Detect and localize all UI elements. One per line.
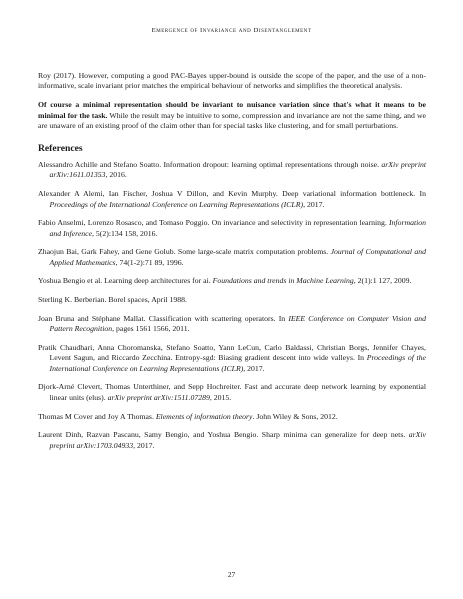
- reference-item: [38, 412, 426, 422]
- reference-details: , 2017.: [243, 363, 265, 373]
- reference-details: , 2017.: [303, 199, 325, 209]
- page-body: [38, 71, 426, 459]
- reference-item: [38, 295, 426, 305]
- reference-item: [38, 276, 426, 286]
- reference-text: Alexander A Alemi, Ian Fischer, Joshua V Dillon, and Kevin Murphy. Deep variational information bottleneck. In: [38, 189, 426, 199]
- reference-text: Joan Bruna and Stéphane Mallat. Classification with scattering operators. In: [38, 313, 289, 323]
- reference-details: , pages 1561 1566, 2011.: [112, 324, 190, 334]
- reference-text: Pratik Chaudhari, Anna Choromanska, Stefano Soatto, Yann LeCun, Carlo Baldassi, Christian Borgs, Jennifer Chayes, Levent Sagun, and Riccardo Zecchina. Entropy-sgd: Biasing gradient descent into wide valleys. In: [38, 342, 426, 363]
- reference-item: [38, 189, 426, 210]
- reference-text: Sterling K. Berberian. Borel spaces, April 1988.: [38, 295, 187, 305]
- reference-item: [38, 314, 426, 335]
- paragraph-pac-bayes: Roy (2017). However, computing a good PAC-Bayes upper-bound is outside the scope of the paper, and the use of a non-informative, scale invariant prior matches the empirical behaviour of networks and simplifies the theoretical analysis.: [38, 71, 426, 91]
- reference-item: [38, 218, 426, 239]
- reference-text: Thomas M Cover and Joy A Thomas.: [38, 411, 156, 421]
- reference-text: Laurent Dinh, Razvan Pascanu, Samy Bengio, and Yoshua Bengio. Sharp minima can generalize for deep nets.: [38, 430, 409, 440]
- bold-claim: Of course a minimal representation should be invariant to nuisance variation since that's what it means to be minimal for the task.: [38, 100, 426, 120]
- reference-item: [38, 247, 426, 268]
- reference-venue: Journal of Computational and Applied Mathematics: [49, 247, 426, 267]
- reference-item: [38, 430, 426, 451]
- reference-venue: arXiv preprint arXiv:1511.07289: [107, 392, 210, 402]
- reference-venue: Elements of information theory: [155, 411, 253, 421]
- paragraph-minimal-representation: [38, 100, 426, 131]
- reference-text: Zhaojun Bai, Gark Fahey, and Gene Golub. Some large-scale matrix computation problems.: [38, 247, 331, 257]
- reference-venue: Proceedings of the International Conference on Learning Representations (ICLR): [49, 353, 426, 373]
- running-head: Emergence of Invariance and Disentanglement: [151, 27, 312, 34]
- reference-venue: arXiv preprint arXiv:1611.01353: [49, 160, 426, 180]
- reference-item: [38, 343, 426, 374]
- reference-venue: arXiv preprint arXiv:1703.04933: [49, 430, 426, 450]
- reference-text: Fabio Anselmi, Lorenzo Rosasco, and Tomaso Poggio. On invariance and selectivity in representation learning.: [38, 218, 389, 228]
- reference-details: , 2015.: [209, 392, 232, 402]
- reference-details: . John Wiley & Sons, 2012.: [252, 411, 338, 421]
- reference-venue: IEEE Conference on Computer Vision and Pattern Recognition: [49, 313, 426, 334]
- reference-text: Alessandro Achille and Stefano Soatto. Information dropout: learning optimal representations through noise.: [38, 160, 382, 170]
- reference-item: [38, 382, 426, 403]
- reference-details: , 5(2):134 158, 2016.: [92, 228, 158, 238]
- references-heading: References: [38, 142, 83, 154]
- reference-text: Yoshua Bengio et al. Learning deep architectures for ai.: [38, 276, 213, 286]
- reference-venue: Foundations and trends in Machine Learning: [212, 276, 354, 286]
- reference-item: [38, 160, 426, 181]
- reference-text: Djork-Arné Clevert, Thomas Unterthiner, and Sepp Hochreiter. Fast and accurate deep network learning by exponential linear units (elus).: [38, 382, 426, 402]
- paragraph-continuation: While the result may be intuitive to some, compression and invariance are not the same thing, and we are unaware of an existing proof of the claim other than for special tasks like clustering, and for small perturbations.: [38, 110, 426, 131]
- page-number: 27: [227, 570, 236, 579]
- reference-list: [38, 160, 426, 451]
- reference-details: , 2017.: [133, 440, 155, 450]
- reference-details: , 74(1-2):71 89, 1996.: [115, 257, 184, 267]
- reference-venue: Information and Inference: [49, 218, 426, 238]
- reference-details: , 2016.: [105, 170, 127, 180]
- reference-venue: Proceedings of the International Conference on Learning Representations (ICLR): [49, 199, 304, 209]
- reference-details: , 2(1):1 127, 2009.: [353, 276, 412, 286]
